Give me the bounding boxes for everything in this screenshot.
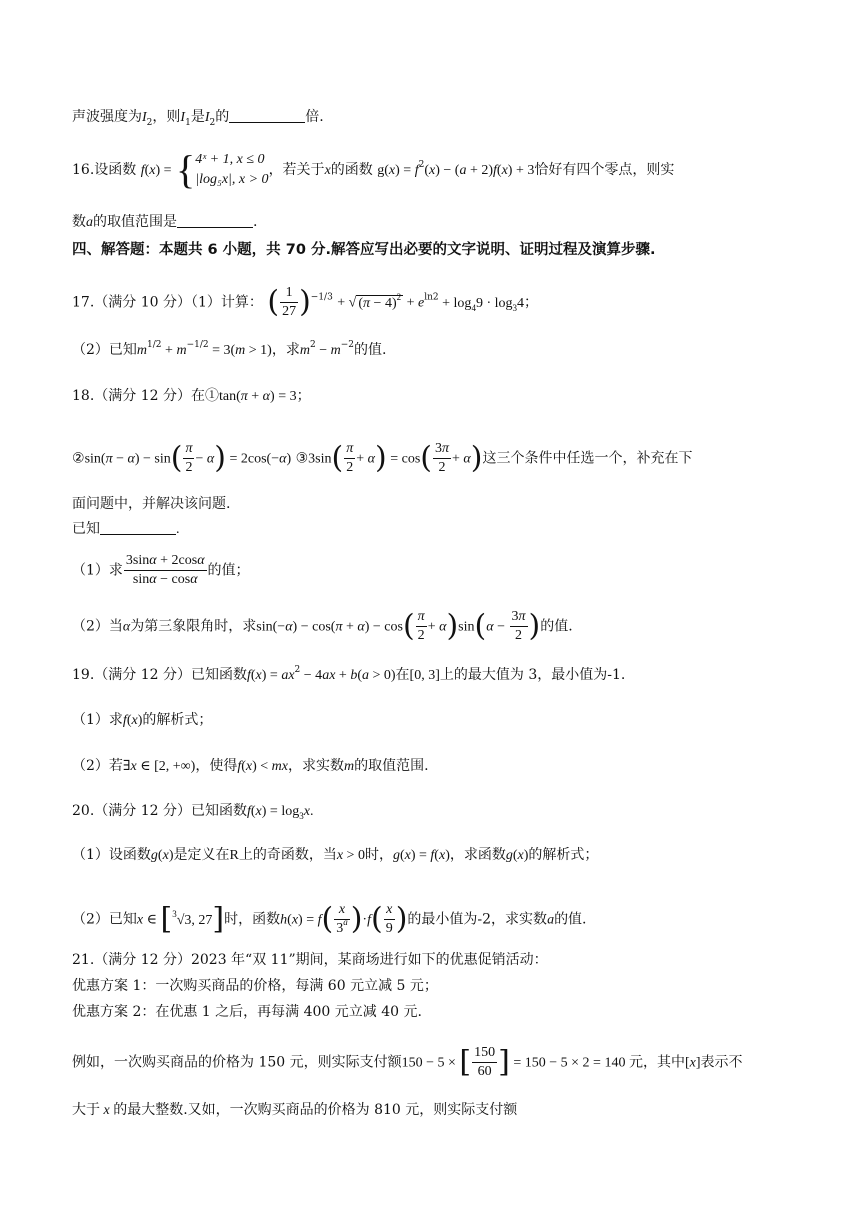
text: 的值.	[354, 342, 387, 358]
answer-blank	[100, 520, 176, 535]
q21-line3: 优惠方案 2：在优惠 1 之后，再每满 400 元立减 40 元.	[72, 1004, 422, 1020]
text: 恰好有四个零点，则实	[534, 162, 675, 178]
case-2: |log₅x|, x > 0	[195, 172, 269, 187]
text: 时，函数	[224, 911, 281, 928]
answer-blank	[229, 108, 305, 123]
text: ，使得	[195, 758, 238, 774]
text: 上的最大值为 3，最小值为-1.	[439, 667, 626, 683]
q19: 19.（满分 12 分）已知函数$f(x) = ax^2 - 4ax + b(a > 0)$在[0, 3]上的最大值为 3，最小值为-1.	[72, 665, 626, 683]
q18-known: 已知 .	[72, 521, 180, 537]
q19-part2: （2）若∃x ∈ [2, +∞)，使得f(x) < mx，求实数m的取值范围.	[72, 758, 429, 774]
text: ，求	[271, 342, 300, 358]
text: （2）已知	[72, 911, 137, 928]
question-number: 18.（满分 12 分）在①	[72, 388, 219, 404]
answer-blank	[177, 213, 253, 228]
q16-line2: 数a的取值范围是 .	[72, 214, 258, 230]
q17: 17.（满分 10 分）（1）计算： ( $\frac{1}{27}$ )$^{-1/3}$ + √ $(\pi - 4)^2 + e^{ln2} + \log_49 \cdot \log_34$；	[72, 284, 538, 320]
text: 上的奇函数，当	[238, 847, 337, 863]
text: ②	[72, 450, 85, 467]
piecewise-cases	[195, 150, 268, 190]
text: 的值；	[207, 562, 250, 579]
q20: 20.（满分 12 分）已知函数$f(x) = \log_3x$.	[72, 803, 314, 821]
q20-part1: （1）设函数g(x)是定义在R上的奇函数，当x > 0时，g(x) = f(x)，求函数g(x)的解析式；	[72, 847, 599, 863]
text: （1）设函数	[72, 847, 151, 863]
q17-part2: （2）已知$m^{1/2} + m^{-1/2} = 3(m > 1)$，求$m^2 - m^{-2}$的值.	[72, 340, 387, 358]
text: ③	[295, 450, 309, 467]
text: 时，	[364, 847, 393, 863]
text: 的函数	[330, 162, 373, 178]
text: ，若关于	[268, 162, 325, 178]
text: 的值.	[540, 618, 573, 635]
text: 元，其中	[628, 1054, 685, 1071]
text: 的最大整数.又如，一次购买商品的价格为 810 元，则实际支付额	[113, 1102, 518, 1118]
q18: 18.（满分 12 分）在①tan(π + α) = 3；	[72, 388, 311, 404]
question-number: 17.（满分 10 分）（1）计算：	[72, 294, 263, 311]
q18-line3: 面问题中，并解决该问题.	[72, 496, 231, 512]
text: （2）已知	[72, 342, 137, 358]
text: （1）求	[72, 712, 123, 728]
text: 大于	[72, 1102, 100, 1118]
text: 为第三象限角时，求	[130, 618, 257, 635]
question-number: 16.设函数	[72, 162, 137, 178]
text: 的取值范围是	[93, 214, 177, 230]
section-heading: 四、解答题：本题共 6 小题，共 70 分.解答应写出必要的文字说明、证明过程及演算步骤.	[72, 242, 656, 258]
text: ，求实数	[288, 758, 344, 774]
q21-line5: 大于 x 的最大整数.又如，一次购买商品的价格为 810 元，则实际支付额	[72, 1102, 518, 1118]
q18-conditions: ②sin(π − α) − sin( $\frac{\pi}{2}$ − α) = 2cos(−α) ③3sin( $\frac{\pi}{2}$ + α) = cos( $\frac{3\pi}{2}$ + α)这三个条件中任选一个，补充在下	[72, 440, 693, 476]
text: ；	[296, 388, 311, 404]
text: 的值.	[554, 911, 587, 928]
real-set: R	[229, 848, 239, 863]
question-number: 20.（满分 12 分）已知函数	[72, 803, 247, 819]
text: 的解析式；	[142, 712, 213, 728]
text: 倍.	[305, 109, 324, 125]
text: 例如，一次购买商品的价格为 150 元，则实际支付额	[72, 1054, 402, 1071]
q18-part2: （2）当α为第三象限角时，求sin(−α) − cos(π + α) − cos( $\frac{\pi}{2}$ + α)sin(α − $\frac{3\pi}{2}$ )的值.	[72, 608, 573, 644]
text: 的	[215, 109, 230, 125]
text: （1）求	[72, 562, 123, 579]
text: .	[253, 214, 258, 230]
q20-part2: （2）已知x ∈ [$^3$√3, 27]时，函数h(x) = f( $\frac{x}{3^a}$ )·f( $\frac{x}{9}$ )的最小值为-2，求实数a的值.	[72, 901, 587, 937]
q21-line4: 例如，一次购买商品的价格为 150 元，则实际支付额150 − 5 × [ $\frac{150}{60}$ ] = 150 − 5 × 2 = 140 元，其中[x]表示不	[72, 1044, 743, 1080]
text: （2）若	[72, 758, 123, 774]
text: ，求函数	[449, 847, 506, 863]
text: 这三个条件中任选一个，补充在下	[482, 450, 693, 467]
question-number: 19.（满分 12 分）已知函数	[72, 667, 247, 683]
text: 的解析式；	[528, 847, 599, 863]
q19-part1: （1）求f(x)的解析式；	[72, 712, 213, 728]
text: 在	[395, 667, 410, 683]
q15-tail: 声波强度为$I_2$，则$I_1$是$I_2$的 倍.	[72, 109, 324, 128]
text: 的最小值为-2，求实数	[407, 911, 548, 928]
text: 已知	[72, 521, 100, 537]
text: 是	[190, 109, 205, 125]
case-1: 4ˣ + 1, x ≤ 0	[195, 152, 265, 167]
text: （2）当	[72, 618, 123, 635]
q21-line2: 优惠方案 1：一次购买商品的价格，每满 60 元立减 5 元；	[72, 978, 438, 994]
q18-part1: （1）求 $\frac{3\sin\alpha + 2\cos\alpha}{\sin\alpha - \cos\alpha}$ 的值；	[72, 553, 250, 587]
q21-line1: 21.（满分 12 分）2023 年“双 11”期间，某商场进行如下的优惠促销活动：	[72, 952, 548, 968]
text: ，则	[152, 109, 181, 125]
q16: 16.设函数 f(x) = { 4ˣ + 1, x ≤ 0 |log₅x|, x > 0 ，若关于x的函数 $g(x) = f^2(x) - (a + 2)f(x) + 3$恰好有四个零点，则实	[72, 147, 675, 192]
var: x	[324, 163, 331, 178]
text: 表示不	[700, 1054, 743, 1071]
text: ；	[524, 294, 538, 311]
text: 声波强度为	[72, 109, 142, 125]
text: 数	[72, 214, 86, 230]
text: 的取值范围.	[354, 758, 429, 774]
text: 是定义在	[173, 847, 230, 863]
